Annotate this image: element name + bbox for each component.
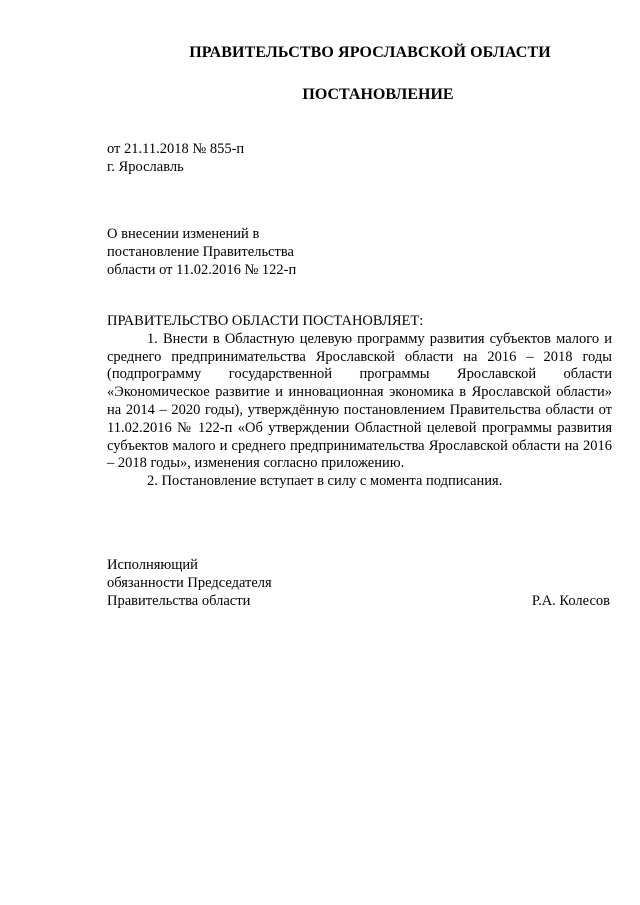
document-meta	[107, 140, 244, 176]
signatory-position-line: Исполняющий	[107, 557, 198, 573]
signatory-position	[107, 556, 272, 610]
subject-line: постановление Правительства	[107, 244, 294, 260]
document-type-heading: ПОСТАНОВЛЕНИЕ	[302, 86, 454, 103]
subject-line: О внесении изменений в	[107, 226, 260, 242]
document-body	[107, 313, 612, 491]
body-intro: ПРАВИТЕЛЬСТВО ОБЛАСТИ ПОСТАНОВЛЯЕТ:	[107, 313, 424, 329]
date-number: от 21.11.2018 № 855-п	[107, 141, 245, 157]
subject-line: области от 11.02.2016 № 122-п	[107, 262, 297, 278]
body-item-2: 2. Постановление вступает в силу с момента подписания.	[147, 473, 503, 490]
city: г. Ярославль	[107, 159, 184, 175]
body-item-1: 1. Внести в Областную целевую программу развития субъектов малого и среднего предпринимательства Ярославской области на 2016 – 2018 годы (подпрограмму государственной программы Ярославской области «Экономическое развитие и инновационная экономика в Ярославской области» на 2014 – 2020 годы), утверждённую постановлением Правительства области от 11.02.2016 № 122-п «Об утверждении Областной целевой программы развития субъектов малого и среднего предпринимательства Ярославской области на 2016 – 2018 годы», изменения согласно приложению.	[107, 330, 612, 472]
signatory-position-line: обязанности Председателя	[107, 575, 272, 591]
authority-heading: ПРАВИТЕЛЬСТВО ЯРОСЛАВСКОЙ ОБЛАСТИ	[189, 44, 551, 61]
signatory-position-line: Правительства области	[107, 593, 251, 609]
signatory-name: Р.А. Колесов	[531, 593, 610, 609]
document-subject	[107, 225, 296, 279]
